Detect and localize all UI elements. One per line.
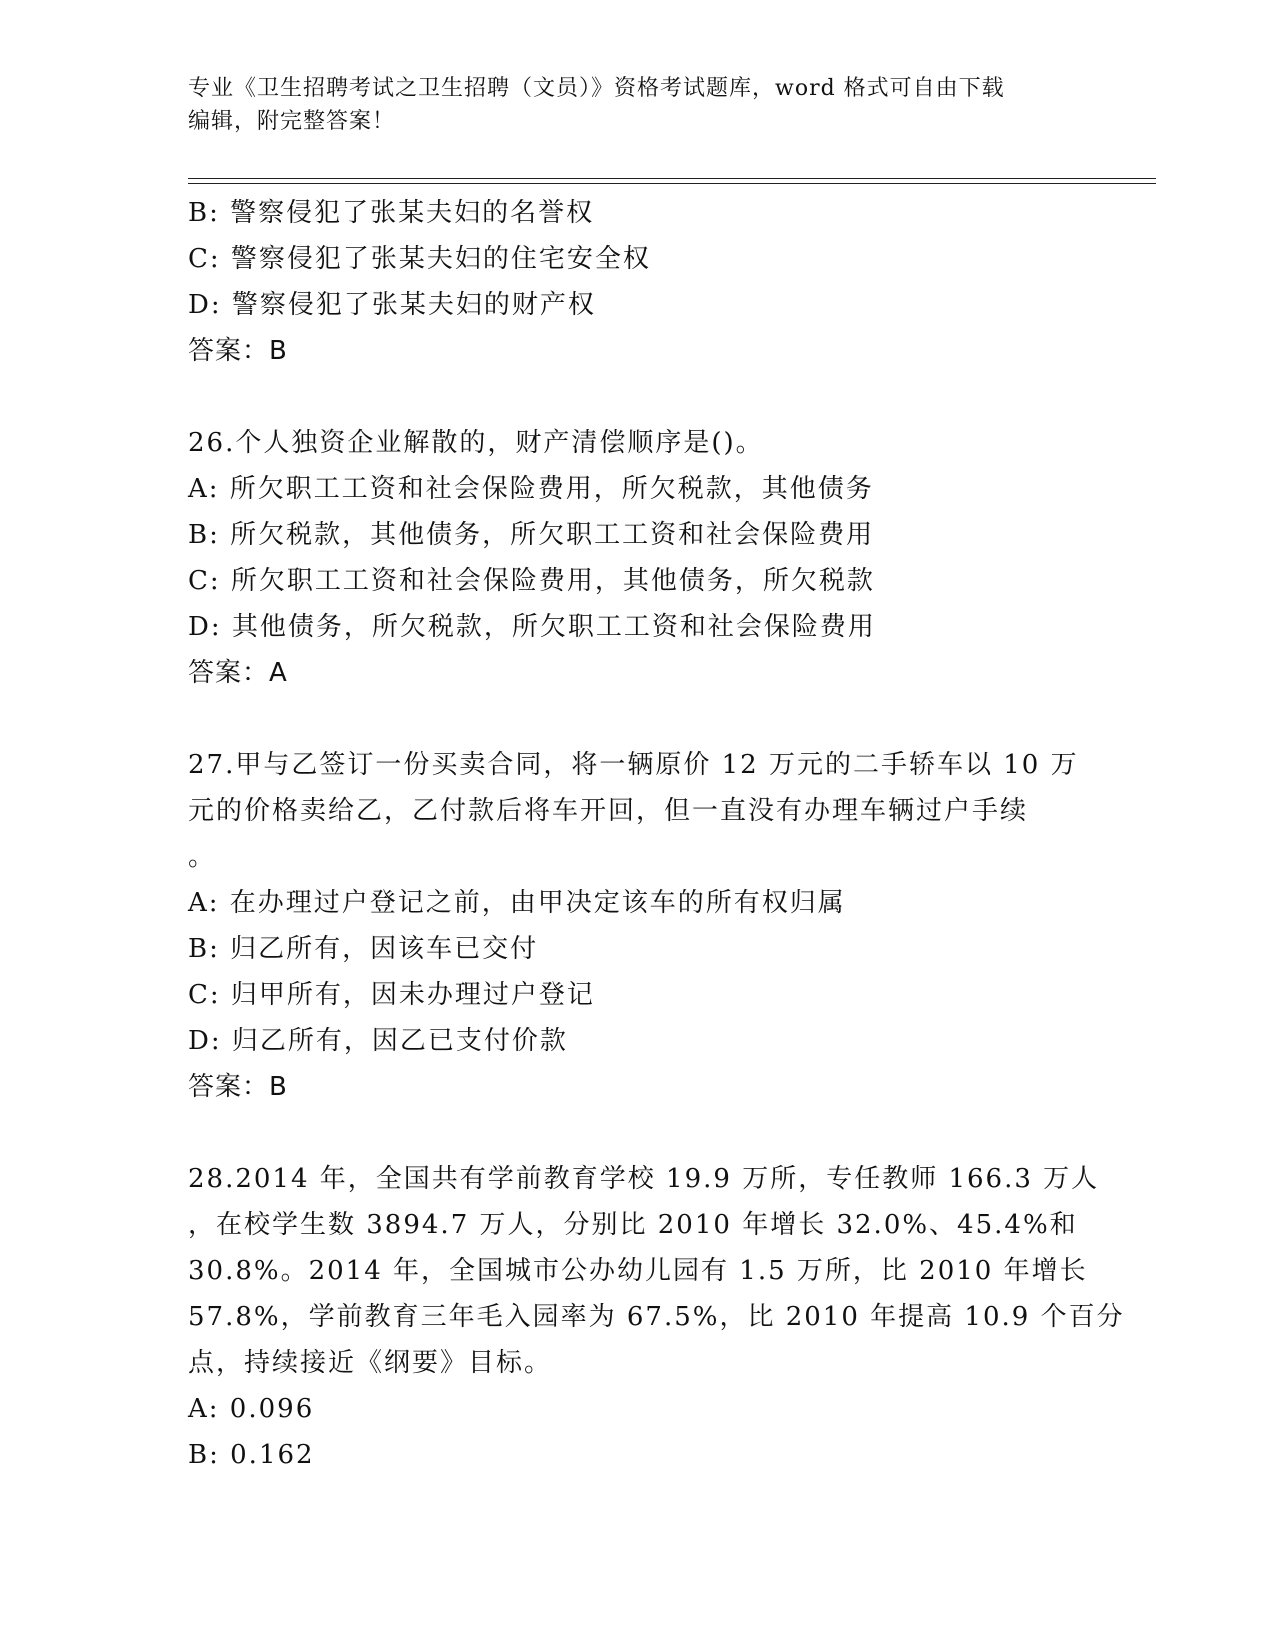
question-stem-line-1: 27.甲与乙签订一份买卖合同，将一辆原价 12 万元的二手轿车以 10 万 xyxy=(188,750,1079,780)
header-rule-bottom xyxy=(188,183,1156,184)
answer: 答案：B xyxy=(188,1072,288,1102)
question-stem-line-2: 元的价格卖给乙，乙付款后将车开回，但一直没有办理车辆过户手续 xyxy=(188,796,1029,826)
question-list xyxy=(188,190,1125,1478)
question-stem-line-1: 28.2014 年，全国共有学前教育学校 19.9 万所，专任教师 166.3 万人 xyxy=(188,1164,1100,1194)
question-stem-line-3: 。 xyxy=(188,842,217,872)
question-26 xyxy=(188,420,1088,696)
option-b: B: 警察侵犯了张某夫妇的名誉权 xyxy=(188,198,595,228)
spacer xyxy=(188,696,1088,742)
option-b: B: 0.162 xyxy=(188,1440,315,1470)
question-27 xyxy=(188,742,1088,1110)
header-line-2: 编辑，附完整答案！ xyxy=(188,109,396,134)
spacer xyxy=(188,1110,1088,1156)
option-c: C: 所欠职工工资和社会保险费用，其他债务，所欠税款 xyxy=(188,566,875,596)
option-d: D: 其他债务，所欠税款，所欠职工工资和社会保险费用 xyxy=(188,612,876,642)
question-stem-line-2: ，在校学生数 3894.7 万人，分别比 2010 年增长 32.0%、45.4%和 xyxy=(188,1210,1078,1240)
option-a: A: 在办理过户登记之前，由甲决定该车的所有权归属 xyxy=(188,888,846,918)
spacer xyxy=(188,374,1088,420)
header-rule-top xyxy=(188,178,1156,179)
answer: 答案：A xyxy=(188,658,288,688)
option-d: D: 警察侵犯了张某夫妇的财产权 xyxy=(188,290,596,320)
option-b: B: 归乙所有，因该车已交付 xyxy=(188,934,539,964)
question-stem-line-3: 30.8%。2014 年，全国城市公办幼儿园有 1.5 万所，比 2010 年增长 xyxy=(188,1256,1088,1286)
header-line-1: 专业《卫生招聘考试之卫生招聘（文员）》资格考试题库，word 格式可自由下载 xyxy=(188,76,1005,101)
question-25 xyxy=(188,190,1088,374)
question-28 xyxy=(188,1156,1125,1478)
answer: 答案：B xyxy=(188,336,288,366)
option-c: C: 归甲所有，因未办理过户登记 xyxy=(188,980,595,1010)
question-stem-line-4: 57.8%，学前教育三年毛入园率为 67.5%，比 2010 年提高 10.9 个百分 xyxy=(188,1302,1125,1332)
option-b: B: 所欠税款，其他债务，所欠职工工资和社会保险费用 xyxy=(188,520,875,550)
question-stem: 26.个人独资企业解散的，财产清偿顺序是()。 xyxy=(188,428,764,458)
document-header xyxy=(188,72,1088,138)
question-stem-line-5: 点，持续接近《纲要》目标。 xyxy=(188,1348,553,1378)
option-a: A: 0.096 xyxy=(188,1394,315,1424)
option-c: C: 警察侵犯了张某夫妇的住宅安全权 xyxy=(188,244,651,274)
option-d: D: 归乙所有，因乙已支付价款 xyxy=(188,1026,568,1056)
option-a: A: 所欠职工工资和社会保险费用，所欠税款，其他债务 xyxy=(188,474,874,504)
